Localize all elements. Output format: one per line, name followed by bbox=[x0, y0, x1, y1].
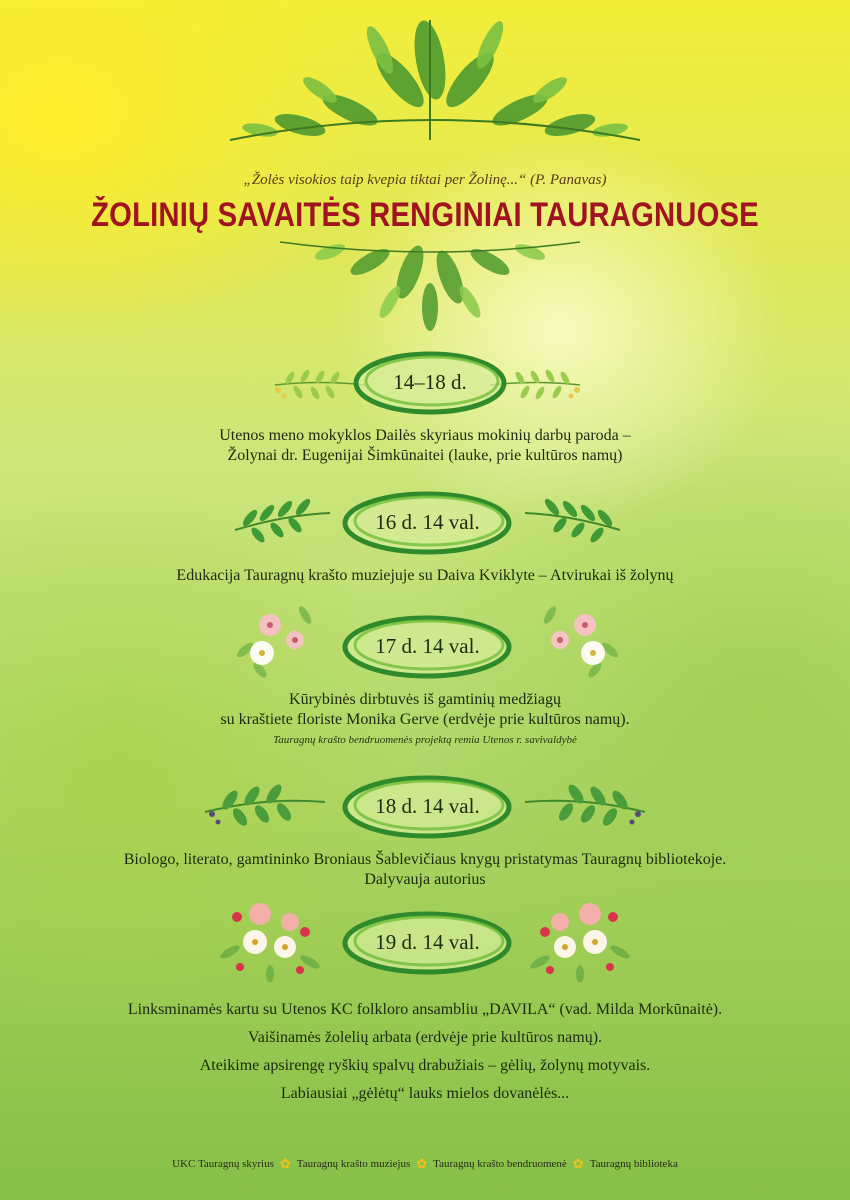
footer-item: Tauragnų krašto muziejus bbox=[296, 1158, 411, 1170]
flower-bouquet-left-icon bbox=[230, 595, 320, 680]
event-date-badge bbox=[340, 908, 515, 978]
header-quote: „Žolės visokios taip kvepia tiktai per Žolinę...“ (P. Panavas) bbox=[243, 172, 607, 188]
footer-item: Tauragnų krašto bendruomenė bbox=[433, 1158, 567, 1170]
branch-left-icon bbox=[225, 485, 335, 545]
event-date: 17 d. 14 val. bbox=[375, 634, 480, 658]
leaf-garland-top bbox=[170, 0, 690, 170]
event-date-badge bbox=[340, 612, 515, 682]
flower-bouquet-right-icon bbox=[535, 595, 625, 680]
footer-item: Tauragnų biblioteka bbox=[589, 1158, 678, 1170]
event-line: Linksminamės kartu su Utenos KC folkloro ansambliu „DAVILA“ (vad. Milda Morkūnaitė). bbox=[127, 1001, 723, 1018]
event-description bbox=[0, 996, 850, 1108]
event-line: su kraštiete floriste Monika Gerve (erdvėje prie kultūros namų). bbox=[220, 711, 630, 728]
footer-organizers bbox=[0, 1156, 850, 1172]
event-line: Biologo, literato, gamtininko Broniaus Šablevičiaus knygų pristatymas Tauragnų bibliotekoje. bbox=[123, 851, 727, 868]
branch-right-icon bbox=[520, 772, 650, 832]
event-description bbox=[0, 850, 850, 890]
event-date: 18 d. 14 val. bbox=[375, 794, 480, 818]
event-line: Kūrybinės dirbtuvės iš gamtinių medžiagų bbox=[289, 691, 561, 708]
event-line: Ateikime apsirengę ryškių spalvų drabužiais – gėlių, žolynų motyvais. bbox=[199, 1057, 651, 1074]
flower-icon: ✿ bbox=[572, 1156, 584, 1171]
footer-item: UKC Tauragnų skyrius bbox=[172, 1158, 274, 1170]
event-line: Vaišinamės žolelių arbata (erdvėje prie kultūros namų). bbox=[247, 1029, 603, 1046]
event-line: Labiausiai „gėlėtų“ lauks mielos dovanėlės... bbox=[280, 1085, 570, 1102]
event-note: Tauragnų krašto bendruomenės projektą remia Utenos r. savivaldybė bbox=[273, 734, 577, 746]
event-date: 16 d. 14 val. bbox=[375, 510, 480, 534]
flower-bouquet-left-icon bbox=[215, 892, 325, 982]
flower-icon: ✿ bbox=[279, 1156, 291, 1171]
event-line: Utenos meno mokyklos Dailės skyriaus mokinių darbų paroda – bbox=[219, 427, 631, 444]
event-date: 14–18 d. bbox=[393, 370, 467, 394]
page-title: ŽOLINIŲ SAVAITĖS RENGINIAI TAURAGNUOSE bbox=[91, 196, 759, 234]
event-line: Edukacija Tauragnų krašto muziejuje su Daiva Kviklyte – Atvirukai iš žolynų bbox=[176, 567, 674, 584]
flower-bouquet-right-icon bbox=[525, 892, 635, 982]
event-date-badge bbox=[340, 488, 515, 558]
event-description bbox=[0, 426, 850, 466]
branch-right-icon bbox=[520, 485, 630, 545]
event-line: Žolynai dr. Eugenijai Šimkūnaitei (lauke, prie kultūros namų) bbox=[227, 447, 623, 464]
event-date-badge bbox=[340, 772, 515, 842]
event-date: 19 d. 14 val. bbox=[375, 930, 480, 954]
branch-left-icon bbox=[200, 772, 330, 832]
leaf-garland-bottom bbox=[260, 232, 600, 342]
event-line: Dalyvauja autorius bbox=[364, 871, 486, 888]
event-description bbox=[0, 566, 850, 586]
flower-icon: ✿ bbox=[416, 1156, 428, 1171]
event-description bbox=[0, 690, 850, 750]
event-date-badge bbox=[350, 348, 510, 418]
